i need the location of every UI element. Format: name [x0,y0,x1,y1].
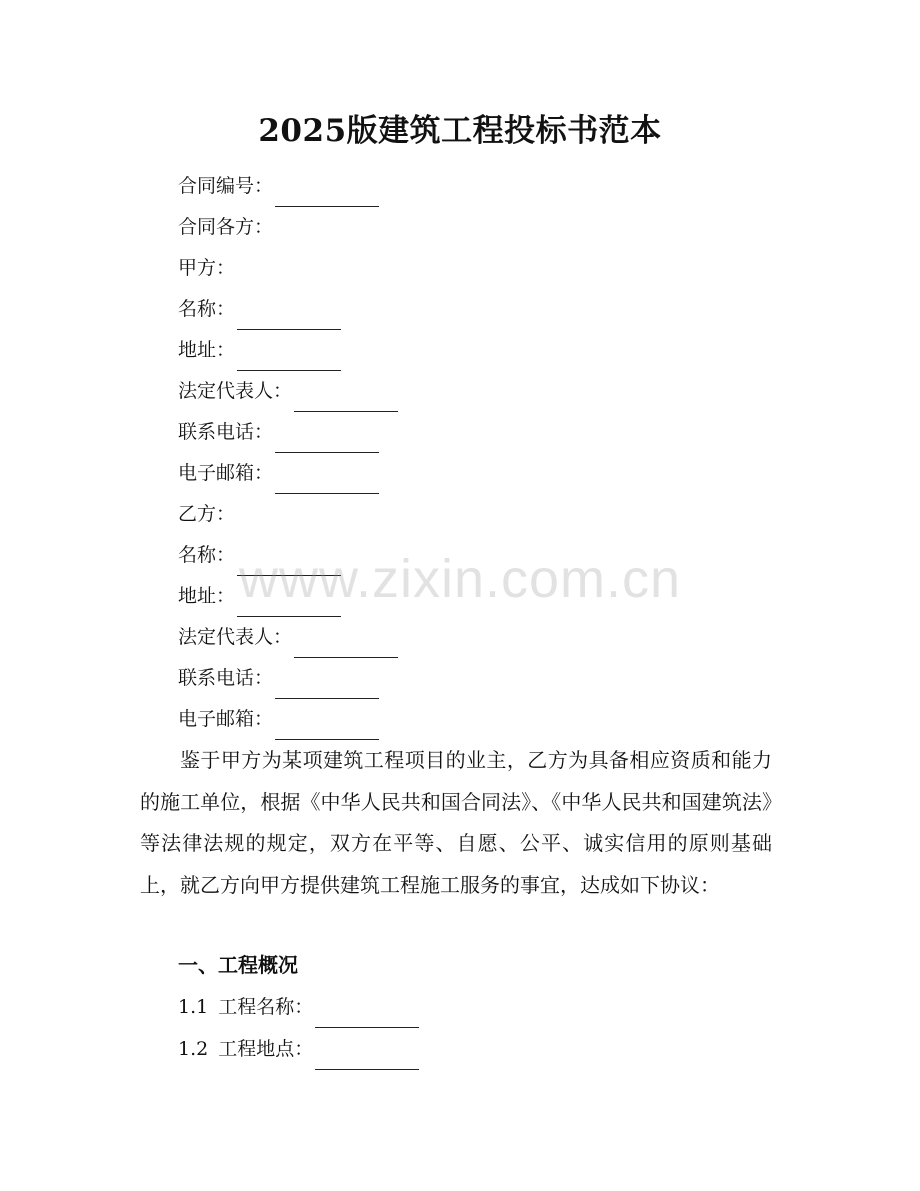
field-label: 联系电话： [178,421,274,443]
blank-line [294,385,398,412]
blank-line [315,1043,419,1070]
field-label: 乙方： [178,503,236,525]
contract-fields [178,166,398,740]
field-contract-parties [178,207,398,248]
blank-line [237,344,341,371]
item-label: 工程地点： [218,1038,314,1060]
blank-line [294,631,398,658]
field-label: 电子邮箱： [178,708,274,730]
blank-line [237,303,341,330]
field-party-a-email [178,453,398,494]
item-label: 工程名称： [218,996,314,1018]
document-title: 2025版建筑工程投标书范本 [258,113,662,149]
field-label: 电子邮箱： [178,462,274,484]
blank-line [275,467,379,494]
field-label: 联系电话： [178,667,274,689]
field-label: 甲方： [178,257,236,279]
project-overview-items [178,986,419,1070]
watermark: www.zixin.com.cn [238,549,682,609]
field-label: 合同编号： [178,175,274,197]
item-project-location [178,1028,419,1070]
blank-line [237,590,341,617]
field-label: 地址： [178,339,236,361]
blank-line [237,549,341,576]
blank-line [275,426,379,453]
field-label: 名称： [178,298,236,320]
field-label: 合同各方： [178,216,274,238]
field-contract-number [178,166,398,207]
blank-line [275,713,379,740]
item-project-name [178,986,419,1028]
blank-line [275,180,379,207]
blank-line [315,1001,419,1028]
item-number: 1.2 [178,1038,209,1060]
field-party-a-phone [178,412,398,453]
preamble-paragraph: 鉴于甲方为某项建筑工程项目的业主，乙方为具备相应资质和能力的施工单位，根据《中华人民共和国合同法》、《中华人民共和国建筑法》等法律法规的规定，双方在平等、自愿、公平、诚实信用的原则基础上，就乙方向甲方提供建筑工程施工服务的事宜，达成如下协议： [140,748,772,897]
section-heading: 一、工程概况 [178,953,298,977]
party-a-heading [178,248,398,289]
field-label: 法定代表人： [178,380,293,402]
field-party-b-representative [178,617,398,658]
blank-line [275,672,379,699]
field-party-a-address [178,330,398,371]
field-party-b-phone [178,658,398,699]
field-label: 法定代表人： [178,626,293,648]
field-party-b-name [178,535,398,576]
field-party-b-email [178,699,398,740]
field-label: 地址： [178,585,236,607]
field-party-a-name [178,289,398,330]
field-party-a-representative [178,371,398,412]
item-number: 1.1 [178,996,209,1018]
field-party-b-address [178,576,398,617]
field-label: 名称： [178,544,236,566]
party-b-heading [178,494,398,535]
